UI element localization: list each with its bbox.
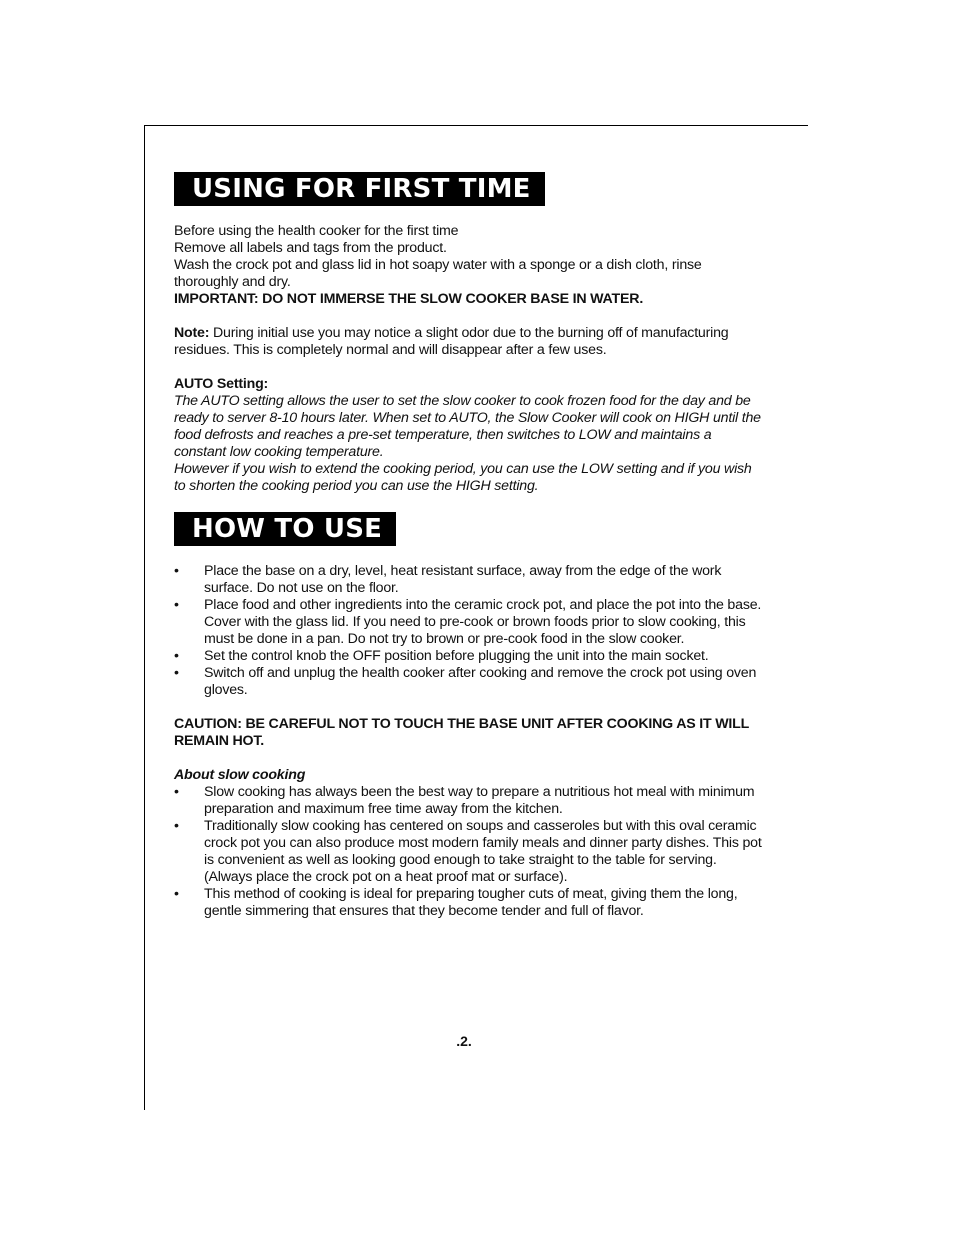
instruction-line: Before using the health cooker for the first time [174,223,459,239]
list-item [174,563,764,597]
list-item [174,597,764,648]
list-item [174,784,764,818]
how-to-use-list [174,563,764,699]
caution-warning: CAUTION: BE CAREFUL NOT TO TOUCH THE BASE UNIT AFTER COOKING AS IT WILL REMAIN HOT. [174,716,749,749]
list-item-text: Slow cooking has always been the best way to prepare a nutritious hot meal with minimum preparation and maximum free time away from the kitchen. [204,784,755,817]
note-label: Note: [174,325,210,341]
auto-setting-text: The AUTO setting allows the user to set the slow cooker to cook frozen food for the day and be ready to server 8-10 hours later. When set to AUTO, the Slow Cooker will cook on HIGH until the food defrosts and reaches a pre-set temperature, then switches to LOW and maintains a constant low cooking temperature. [174,393,761,460]
about-slow-cooking-heading: About slow cooking [174,767,306,783]
manual-page-content [174,172,764,920]
page-border-top [144,125,808,126]
important-warning: IMPORTANT: DO NOT IMMERSE THE SLOW COOKER BASE IN WATER. [174,291,644,307]
section-heading-first-time: USING FOR FIRST TIME [174,172,545,206]
note-paragraph [174,325,764,359]
bullet-icon: • [174,563,179,579]
bullet-icon: • [174,597,179,613]
auto-setting-text-extra: However if you wish to extend the cooking period, you can use the LOW setting and if you wish to shorten the cooking period you can use the HIGH setting. [174,461,752,494]
instruction-line: Remove all labels and tags from the product. [174,240,447,256]
first-time-instructions [174,223,764,308]
note-text: During initial use you may notice a slight odor due to the burning off of manufacturing residues. This is completely normal and will disappear after a few uses. [174,325,729,358]
list-item-text: Place food and other ingredients into the ceramic crock pot, and place the pot into the base. Cover with the glass lid. If you need to pre-cook or brown foods prior to slow cooking, this must be done in a pan. Do not try to brown or pre-cook food in the slow cooker. [204,597,762,647]
about-slow-cooking-list [174,784,764,920]
list-item [174,886,764,920]
section-heading-how-to-use: HOW TO USE [174,512,396,546]
list-item [174,818,764,886]
list-item-text: Switch off and unplug the health cooker after cooking and remove the crock pot using oven gloves. [204,665,757,698]
list-item-text: This method of cooking is ideal for preparing tougher cuts of meat, giving them the long, gentle simmering that ensures that they become tender and full of flavor. [204,886,738,919]
bullet-icon: • [174,818,179,834]
list-item-text: Traditionally slow cooking has centered on soups and casseroles but with this oval ceramic crock pot you can also produce most modern family meals and dinner party dishes. This pot is convenient as well as looking good enough to take straight to the table for serving. (Always place the crock pot on a heat proof mat or surface). [204,818,762,885]
list-item-text: Set the control knob the OFF position before plugging the unit into the main socket. [204,648,709,664]
instruction-line: Wash the crock pot and glass lid in hot soapy water with a sponge or a dish cloth, rinse thoroughly and dry. [174,257,702,290]
page-number: .2. [456,1033,472,1049]
bullet-icon: • [174,886,179,902]
list-item-text: Place the base on a dry, level, heat resistant surface, away from the edge of the work surface. Do not use on the floor. [204,563,722,596]
bullet-icon: • [174,665,179,681]
bullet-icon: • [174,784,179,800]
bullet-icon: • [174,648,179,664]
list-item [174,665,764,699]
list-item [174,648,764,665]
auto-setting-heading: AUTO Setting: [174,376,269,392]
page-border-left [144,125,145,1110]
